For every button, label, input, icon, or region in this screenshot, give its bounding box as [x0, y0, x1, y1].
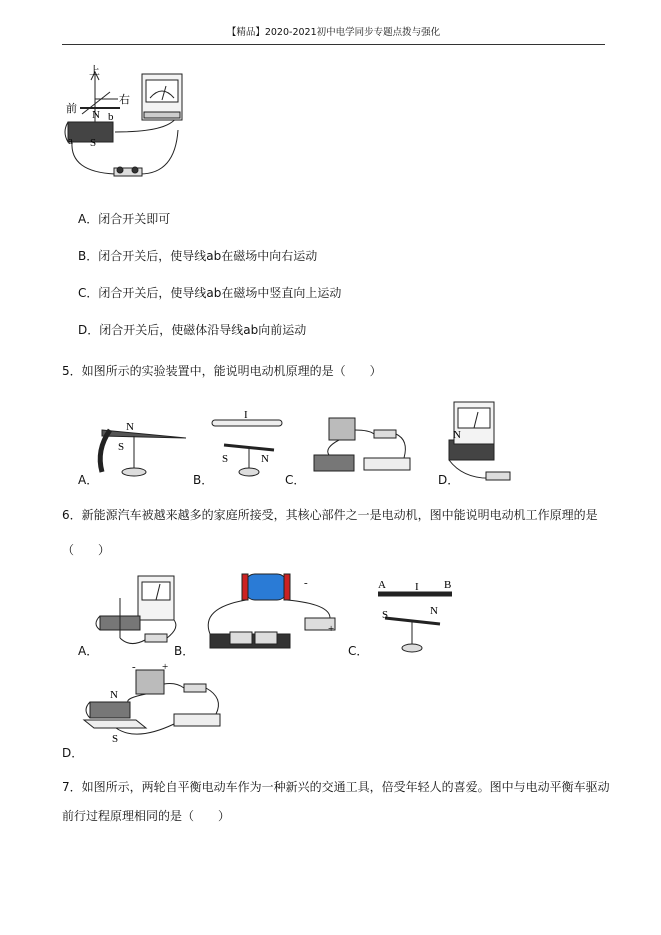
- q4-option-a: A．闭合开关即可: [78, 212, 171, 226]
- q7-line2: 前行过程原理相同的是（ ）: [62, 809, 231, 823]
- q6-fig-d-plus-label: +: [162, 662, 169, 673]
- q5-label-a: A．: [78, 473, 99, 487]
- q6-fig-c-s-label: S: [382, 609, 389, 621]
- q5-fig-a-s-label: S: [118, 441, 125, 453]
- q6-figure-d: [76, 662, 236, 744]
- q5-fig-b-s-label: S: [222, 453, 229, 465]
- q6-fig-c-a-label: A: [378, 579, 386, 591]
- fig4-front-label: 前: [66, 103, 77, 115]
- q5-label-c: C．: [285, 473, 306, 487]
- q4-figure: [60, 62, 195, 187]
- q5-stem: 5．如图所示的实验装置中，能说明电动机原理的是（ ）: [62, 364, 382, 378]
- q6-fig-c-b-label: B: [444, 579, 452, 591]
- fig4-s-label: S: [90, 137, 97, 149]
- q6-figure-row: [90, 568, 470, 658]
- q5-label-d: D．: [438, 473, 460, 487]
- q5-label-b: B．: [193, 473, 214, 487]
- q6-bracket: （ ）: [62, 543, 111, 557]
- fig4-right-label: 右: [119, 94, 130, 106]
- q6-fig-d-n-label: N: [110, 689, 118, 701]
- page-header: 【精品】2020-2021初中电学同步专题点拨与强化: [62, 26, 605, 45]
- q6-fig-c-i-label: I: [415, 581, 419, 593]
- q6-fig-d-minus-label: -: [132, 662, 136, 673]
- q5-fig-b-n-label: N: [261, 453, 269, 465]
- fig4-a-label: a: [68, 135, 73, 147]
- fig4-n-label: N: [92, 109, 100, 121]
- fig4-b-label: b: [108, 111, 114, 123]
- q7-line1: 7．如图所示，两轮自平衡电动车作为一种新兴的交通工具，倍受年轻人的喜爱。图中与电动平衡车驱动: [62, 780, 610, 794]
- q5-fig-b-i-label: I: [244, 409, 248, 421]
- q6-fig-d-s-label: S: [112, 733, 119, 744]
- q6-label-c: C．: [348, 644, 369, 658]
- fig4-up-label: 上: [89, 65, 100, 77]
- q6-label-b: B．: [174, 644, 195, 658]
- q4-option-c: C．闭合开关后，使导线ab在磁场中竖直向上运动: [78, 286, 342, 300]
- q6-fig-b-plus-label: +: [328, 623, 335, 635]
- q4-option-b: B．闭合开关后，使导线ab在磁场中向右运动: [78, 249, 318, 263]
- q4-option-d: D．闭合开关后，使磁体沿导线ab向前运动: [78, 323, 307, 337]
- q6-fig-c-n-label: N: [430, 605, 438, 617]
- q5-fig-d-n-label: N: [453, 429, 461, 441]
- q6-label-a: A．: [78, 644, 99, 658]
- q6-stem: 6．新能源汽车被越来越多的家庭所接受，其核心部件之一是电动机，图中能说明电动机工作原理的是: [62, 508, 598, 522]
- q6-fig-b-minus-label: -: [304, 577, 308, 589]
- q6-label-d: D．: [62, 746, 84, 760]
- q5-fig-a-n-label: N: [126, 421, 134, 433]
